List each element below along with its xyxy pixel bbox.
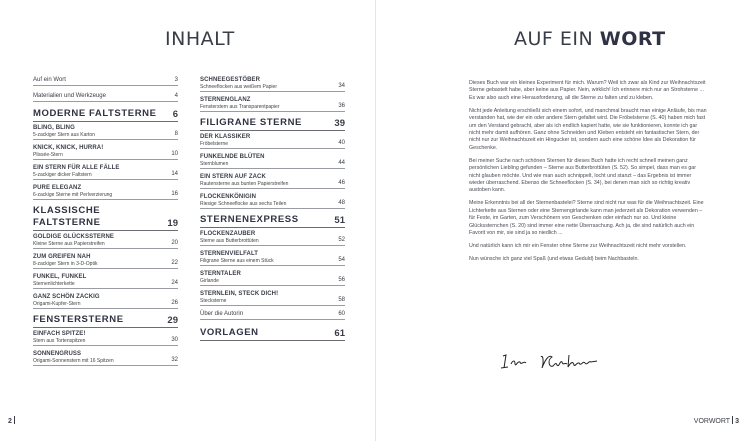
toc-entry-page: 58 [338,297,345,303]
folio-right-number: 3 [735,418,739,425]
toc-entry [33,77,178,86]
toc-entry [200,311,345,320]
toc-entry-page: 48 [338,200,345,206]
toc-entry-title: Über die Autorin [200,311,244,317]
toc-entry-page: 16 [171,191,178,197]
toc-entry-title: FENSTERSTERNE [33,314,124,325]
toc-entry-page: 56 [338,277,345,283]
toc-section-heading [200,327,345,341]
toc-entry-title: FILIGRANE STERNE [200,117,302,128]
toc-entry-title: EINFACH SPITZE! [33,331,86,337]
toc-entry-title: PURE ELEGANZ [33,185,82,191]
toc-entry-page: 8 [174,131,178,137]
toc-entry-page: 26 [171,300,178,306]
toc-entry [33,254,178,269]
toc-entry-subtitle: Sternenlichterkette [33,281,75,287]
toc-entry-page: 3 [174,77,178,83]
toc-entry [33,274,178,289]
vorwort-heading [514,28,666,50]
toc-section-heading [33,314,178,328]
toc-entry-title: Materialien und Werkzeuge [33,92,106,99]
toc-entry-title: ZUM GREIFEN NAH [33,254,91,260]
toc-entry-page: 39 [334,118,345,129]
toc-section-heading [33,205,178,231]
toc-entry-subtitle: Sterne aus Butterbrottüten [200,238,259,244]
toc-entry-subtitle: 6-zackige Sterne mit Perlverzierung [33,192,113,198]
toc-entry-subtitle: Stern aus Tortenspitzen [33,338,86,344]
toc-entry [200,271,345,286]
toc-entry-title: STERNENGLANZ [200,97,251,103]
toc-entry-title: FLOCKENKÖNIGIN [200,194,257,200]
toc-entry-subtitle: Filigrane Sterne aus einem Stück [200,258,274,264]
toc-entry-title: GANZ SCHÖN ZACKIG [33,294,100,300]
toc-entry-title: DER KLASSIKER [200,134,251,140]
toc-section-heading [200,214,345,228]
folio-right-label: VORWORT [693,418,731,425]
folio-divider [14,416,15,424]
toc-section-heading [200,117,345,131]
toc-entry [200,77,345,92]
vorwort-heading-light: AUF EIN [514,28,594,50]
toc-entry-title: GOLDIGE GLÜCKSSTERNE [33,234,115,240]
toc-entry [33,93,178,102]
toc-entry-title: VORLAGEN [200,326,259,338]
book-spine [375,0,376,441]
toc-entry-title: STERNENEXPRESS [200,214,299,225]
vorwort-paragraph: Bei meiner Suche nach schönen Sternen für dieses Buch hatte ich recht schnell meinen ganz persönlichen Liebling gefunden – Sterne aus Butterbrottüten (S. 52). So simpel, dass man es gar nicht glauben möchte. Und wie man auch schnippelt, locht und stanzt – das Ergebnis ist immer wieder überraschend. Ebenso die Schneeflocken (S. 34), bei denen man sich so richtig kreativ austoben kann. [469,157,697,194]
toc-column-right [200,77,345,344]
toc-entry [200,134,345,149]
toc-entry-page: 51 [334,215,345,226]
vorwort-paragraph: Nicht jede Anleitung erschließt sich einem sofort, und manchmal braucht man einige Anläufe, bis man verstanden hat, wie der ein oder andere Stern gefaltet wird. Die Fröbelsterne (S. 40) haben mich fast um den Verstand gebracht, aber als ich endlich kapiert hatte, wie sie funktionieren, konnte ich gar nicht mehr damit aufhören. Ganz ohne Schneiden und Kleben entsteht ein fantastischer Stern, der nicht nur zur Weihnachtszeit ein Hingucker ist, sondern auch eine schöne Idee als Dekoration für Geschenke. [469,107,707,151]
toc-entry-page: 20 [171,240,178,246]
vorwort-paragraph: Nun wünsche ich ganz viel Spaß (und etwas Geduld) beim Nachbasteln. [469,256,639,263]
toc-entry-title: EIN STERN FÜR ALLE FÄLLE [33,165,120,171]
toc-entry [33,351,178,366]
toc-entry-subtitle: 8-zackiger Stern in 3-D-Optik [33,261,98,267]
toc-entry-page: 34 [338,83,345,89]
toc-entry-page: 46 [338,180,345,186]
toc-entry-page: 19 [167,218,178,229]
vorwort-body [469,80,707,269]
toc-entry-title: KNICK, KNICK, HURRA! [33,145,104,151]
toc-entry-subtitle: Sternblumen [200,161,229,167]
toc-entry-subtitle: Riesige Schneeflocke aus sechs Teilen [200,201,287,207]
toc-entry [200,97,345,112]
toc-entry-title: MODERNE FALTSTERNE [33,108,157,119]
toc-entry-subtitle: Girlande [200,278,219,284]
toc-entry-title: FLOCKENZAUBER [200,231,256,237]
toc-entry-page: 22 [171,260,178,266]
toc-entry [33,234,178,249]
toc-entry-page: 36 [338,103,345,109]
toc-entry-title: EIN STERN AUF ZACK [200,174,266,180]
toc-entry-title: SCHNEEGESTÖBER [200,77,261,83]
toc-entry-subtitle: Origami-Kupfer-Stern [33,301,81,307]
toc-entry-page: 6 [172,109,178,120]
toc-entry-page: 44 [338,160,345,166]
toc-entry [33,165,178,180]
page-number-right [694,416,739,425]
toc-entry-title: KLASSISCHE FALTSTERNE [33,205,101,228]
toc-entry-page: 52 [338,237,345,243]
toc-entry [200,154,345,169]
toc-entry [200,194,345,209]
toc-entry-subtitle: Fensterstern aus Transparentpapier [200,104,280,110]
toc-entry-page: 10 [171,151,178,157]
toc-entry-subtitle: Rautensterne aus bunten Papierstreifen [200,181,289,187]
vorwort-paragraph: Dieses Buch war ein kleines Experiment für mich. Warum? Weil ich zwar als Kind zur Weihnachtszeit Sterne gebastelt habe, aber keine aus Papier. Nein, wirklich! Ich erinnere mich nur an Strohsterne ... Es war also auch eine Herausforderung, all die Sterne zu falten und zu kleben. [469,80,706,101]
vorwort-heading-bold: WORT [599,28,666,50]
toc-entry-page: 24 [171,280,178,286]
toc-entry [200,174,345,189]
toc-entry [33,145,178,160]
toc-entry-page: 54 [338,257,345,263]
toc-entry-title: STERNTALER [200,271,241,277]
toc-entry-subtitle: Fröbelsterne [200,141,229,147]
toc-entry [33,294,178,309]
toc-entry-title: BLING, BLING [33,125,75,131]
toc-entry-subtitle: 5-zackiger Stern aus Karton [33,132,95,138]
toc-entry-title: FUNKEL, FUNKEL [33,274,87,280]
toc-entry-page: 4 [174,92,178,99]
toc-section-heading [33,108,178,122]
toc-heading: INHALT [165,28,235,50]
author-signature [497,348,617,374]
toc-column-left [33,77,178,371]
toc-entry-subtitle: 5-zackiger dicker Faltstern [33,172,92,178]
toc-entry-page: 60 [338,311,345,317]
toc-entry-subtitle: Schneeflocken aus weißem Papier [200,84,277,90]
toc-entry [33,125,178,140]
toc-entry-title: STERNLEIN, STECK DICH! [200,291,279,297]
toc-entry-page: 61 [334,327,345,339]
toc-entry [33,331,178,346]
toc-entry-page: 29 [167,315,178,326]
toc-entry-subtitle: Origami-Sonnenstern mit 16 Spitzen [33,358,114,364]
toc-entry-title: Auf ein Wort [33,77,66,83]
toc-entry-page: 30 [171,337,178,343]
toc-entry-title: STERNENVIELFALT [200,251,259,257]
toc-entry-subtitle: Plissée-Stern [33,152,63,158]
toc-entry-subtitle: Stecksterne [200,298,227,304]
toc-entry-page: 14 [171,171,178,177]
toc-entry-title: SONNENGRUSS [33,351,82,357]
toc-entry-subtitle: Kleine Sterne aus Papierstreifen [33,241,105,247]
folio-left-number: 2 [8,418,12,425]
toc-entry-page: 40 [338,140,345,146]
toc-entry-title: FUNKELNDE BLÜTEN [200,154,265,160]
toc-entry [200,291,345,306]
vorwort-paragraph: Und natürlich kann ich mir ein Fenster ohne Sterne zur Weihnachtszeit nicht mehr vorstellen. [469,243,687,250]
toc-entry [200,231,345,246]
vorwort-paragraph: Meine Erkenntnis bei all der Sternenbastelei? Sterne sind nicht nur was für die Weihnachtszeit. Eine Lichterkette aus Sternen oder eine Sternengirlande kann man jederzeit als Dekoration verwenden – für Feste, im Garten, zum Verschönern von Geschenken oder einfach nur so. Und kleine Glückssternchen (S. 20) sind immer eine nette Überraschung. Ach ja, die sind natürlich auch ein Favorit von mir, sie sind ja so niedlich ... [469,200,704,237]
toc-entry [200,251,345,266]
toc-entry [33,185,178,200]
folio-divider [732,416,733,424]
toc-entry-page: 32 [171,357,178,363]
page-number-left [8,416,17,425]
